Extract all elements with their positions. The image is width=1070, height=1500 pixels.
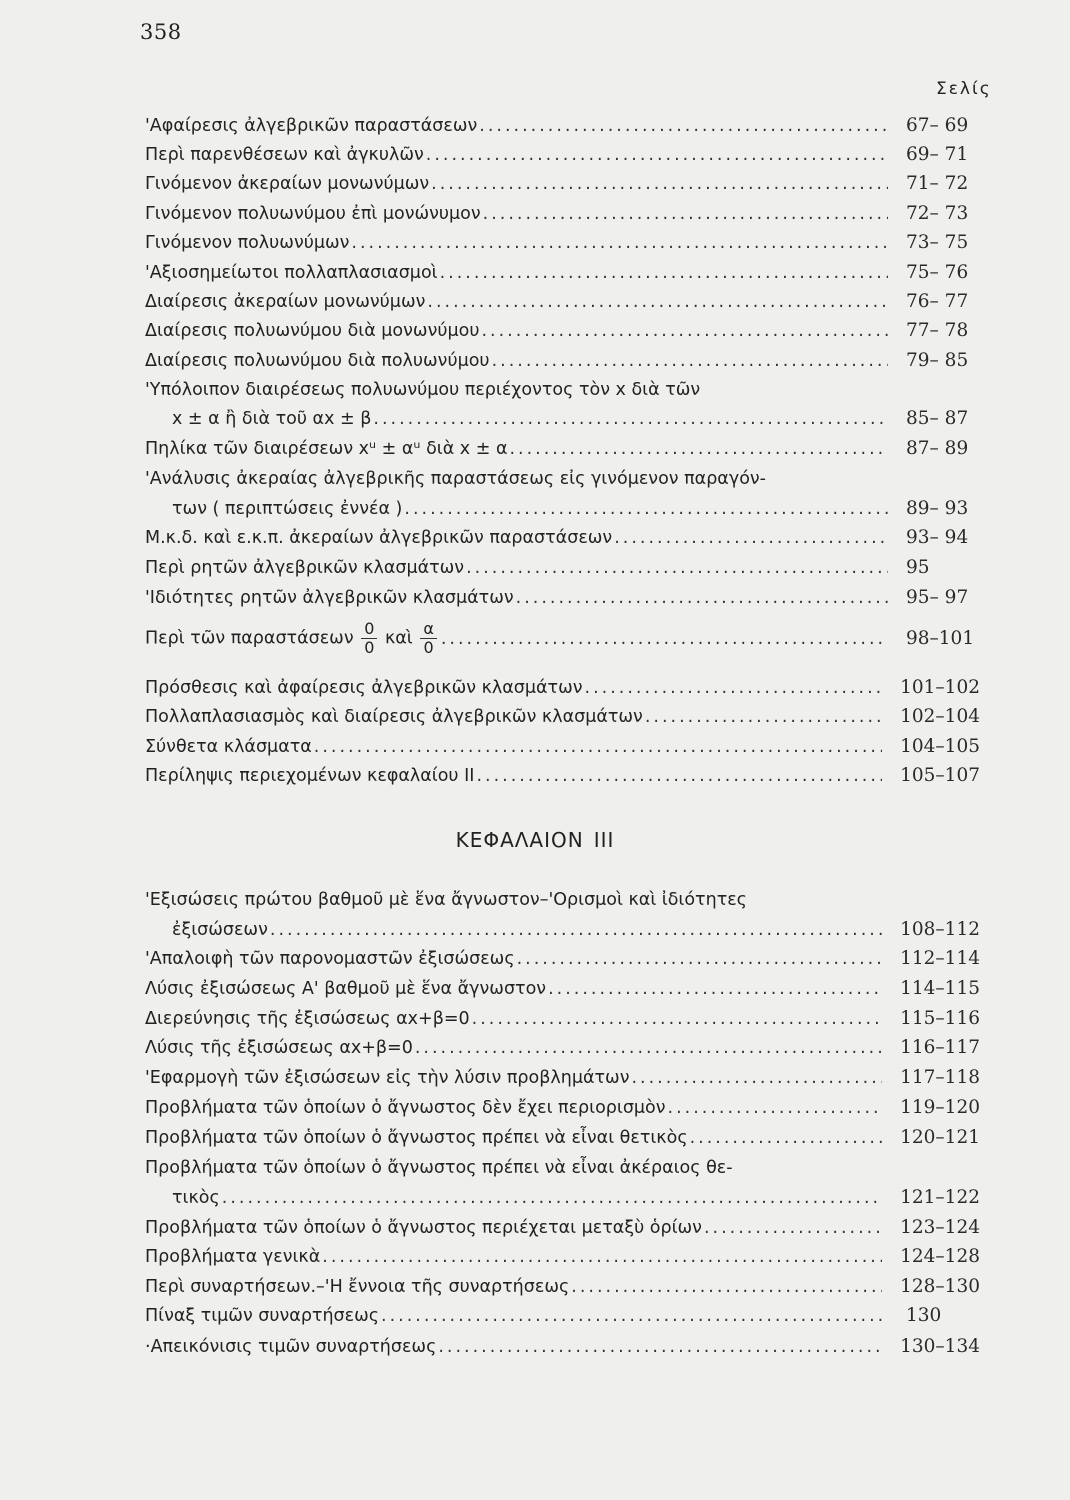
entry-title: Προβλήματα γενικὰ <box>145 1247 321 1267</box>
fraction-numerator: 0 <box>361 620 377 639</box>
entry-pages: 71– 72 <box>906 173 969 194</box>
leader-dots <box>440 262 888 284</box>
entry-pages: 69– 71 <box>906 144 969 165</box>
entry-title: Πηλίκα τῶν διαιρέσεων xᵘ ± αᵘ διὰ x ± α <box>145 439 508 459</box>
fraction-alpha-over-zero <box>420 620 437 657</box>
entry-title-line1: 'Υπόλοιπον διαιρέσεως πολυωνύμου περιέχοντος τὸν x διὰ τῶν <box>145 380 701 400</box>
entry-pages: 101–102 <box>900 677 980 698</box>
chapter-label: ΚΕΦΑΛΑΙΟΝ <box>455 828 584 852</box>
entry-title: Πίναξ τιμῶν συναρτήσεως <box>145 1306 380 1326</box>
leader-dots <box>668 1097 883 1119</box>
chapter-number: III <box>593 828 615 852</box>
toc-entry <box>145 1305 980 1327</box>
toc-entry-continued <box>145 919 980 941</box>
toc-entry <box>145 115 980 137</box>
leader-dots <box>438 1336 882 1358</box>
leader-dots <box>690 1127 883 1149</box>
entry-pages: 130–134 <box>900 1336 980 1357</box>
toc-entry <box>145 1246 980 1268</box>
leader-dots <box>548 978 882 1000</box>
entry-pages: 116–117 <box>900 1037 980 1058</box>
leader-dots <box>472 1008 882 1030</box>
entry-pages: 102–104 <box>900 706 980 727</box>
entry-pages: 87– 89 <box>906 438 969 459</box>
leader-dots <box>351 232 888 254</box>
toc-entry <box>145 978 980 1000</box>
leader-dots <box>381 1305 888 1327</box>
toc-entry <box>145 527 980 549</box>
entry-title-line1: Προβλήματα τῶν ὁποίων ὁ ἄγνωστος πρέπει νὰ εἶναι ἀκέραιος θε- <box>145 1158 733 1178</box>
entry-pages: 79– 85 <box>906 350 969 371</box>
page-number: 358 <box>140 20 182 44</box>
entry-title: 'Αφαίρεσις ἀλγεβρικῶν παραστάσεων <box>145 116 478 136</box>
entry-pages: 104–105 <box>900 736 980 757</box>
entry-title: Περὶ ρητῶν ἀλγεβρικῶν κλασμάτων <box>145 558 465 578</box>
entry-title: 'Απαλοιφὴ τῶν παρονομαστῶν ἐξισώσεως <box>145 949 515 969</box>
toc-entry <box>145 291 980 313</box>
entry-title: Προβλήματα τῶν ὁποίων ὁ ἄγνωστος περιέχεται μεταξὺ ὁρίων <box>145 1218 702 1238</box>
leader-dots <box>492 350 888 372</box>
toc-entry-continued <box>145 408 980 430</box>
leader-dots <box>322 1246 882 1268</box>
entry-title: Λύσις ἐξισώσεως Α' βαθμοῦ μὲ ἕνα ἄγνωστον <box>145 979 547 999</box>
entry-title: Περίληψις περιεχομένων κεφαλαίου II <box>145 766 475 786</box>
leader-dots <box>509 438 888 460</box>
leader-dots <box>415 1037 882 1059</box>
entry-pages: 72– 73 <box>906 203 969 224</box>
entry-title: Διαίρεσις πολυωνύμου διὰ μονωνύμου <box>145 321 480 341</box>
leader-dots <box>585 677 883 699</box>
entry-title: Προβλήματα τῶν ὁποίων ὁ ἄγνωστος δὲν ἔχει περιορισμὸν <box>145 1098 666 1118</box>
pages-column-header: Σελίς <box>936 79 992 99</box>
entry-pages: 85– 87 <box>906 408 969 429</box>
leader-dots <box>479 115 888 137</box>
entry-title: Προβλήματα τῶν ὁποίων ὁ ἄγνωστος πρέπει νὰ εἶναι θετικὸς <box>145 1128 688 1148</box>
fraction-denominator: 0 <box>423 638 434 657</box>
entry-title: Γινόμενον ἀκεραίων μονωνύμων <box>145 174 430 194</box>
toc-entry <box>145 379 980 401</box>
entry-pages: 73– 75 <box>906 232 969 253</box>
entry-pages: 121–122 <box>900 1187 980 1208</box>
toc-entry <box>145 1037 980 1059</box>
leader-dots <box>427 291 888 313</box>
entry-title: Πολλαπλασιασμὸς καὶ διαίρεσις ἀλγεβρικῶν κλασμάτων <box>145 707 643 727</box>
toc-entry <box>145 1217 980 1239</box>
entry-title <box>145 620 439 657</box>
toc-entry <box>145 262 980 284</box>
leader-dots <box>441 628 888 650</box>
entry-title: Γινόμενον πολυωνύμων <box>145 233 350 253</box>
toc-entry <box>145 677 980 699</box>
leader-dots <box>571 1276 882 1298</box>
toc-entry <box>145 889 980 911</box>
entry-pages: 89– 93 <box>906 498 969 519</box>
toc-entry <box>145 620 980 657</box>
entry-pages: 117–118 <box>900 1067 980 1088</box>
entry-title-line2: ἐξισώσεων <box>172 920 268 940</box>
entry-pages: 93– 94 <box>906 527 969 548</box>
entry-title: 'Αξιοσημείωτοι πολλαπλασιασμοὶ <box>145 263 438 283</box>
entry-title: Λύσις τῆς ἐξισώσεως αx+β=0 <box>145 1038 413 1058</box>
toc-entry <box>145 1127 980 1149</box>
leader-dots <box>426 144 888 166</box>
entry-pages: 108–112 <box>900 919 980 940</box>
toc-entry <box>145 587 980 609</box>
toc-entry <box>145 736 980 758</box>
toc-entry <box>145 1067 980 1089</box>
entry-title: Μ.κ.δ. καὶ ε.κ.π. ἀκεραίων ἀλγεβρικῶν παραστάσεων <box>145 528 613 548</box>
toc-entry <box>145 173 980 195</box>
toc-entry <box>145 203 980 225</box>
toc-entry <box>145 350 980 372</box>
entry-title-line2: τικὸς <box>172 1188 220 1208</box>
entry-pages: 120–121 <box>900 1127 980 1148</box>
entry-pages: 119–120 <box>900 1097 980 1118</box>
toc-entry <box>145 557 980 579</box>
entry-pages: 95 <box>906 557 930 578</box>
fraction-entry-prefix: Περὶ τῶν παραστάσεων <box>145 628 354 649</box>
entry-pages: 114–115 <box>900 978 980 999</box>
entry-pages: 123–124 <box>900 1217 980 1238</box>
chapter-heading <box>0 828 1070 852</box>
entry-pages: 76– 77 <box>906 291 969 312</box>
leader-dots <box>476 765 882 787</box>
entry-pages: 115–116 <box>900 1008 980 1029</box>
leader-dots <box>704 1217 882 1239</box>
entry-title: Διερεύνησις τῆς ἐξισώσεως αx+β=0 <box>145 1009 470 1029</box>
leader-dots <box>645 706 882 728</box>
entry-pages: 124–128 <box>900 1246 980 1267</box>
entry-pages: 98–101 <box>906 627 975 649</box>
toc-entry <box>145 438 980 460</box>
entry-pages: 95– 97 <box>906 587 969 608</box>
entry-title: 'Ιδιότητες ρητῶν ἀλγεβρικῶν κλασμάτων <box>145 588 514 608</box>
leader-dots <box>517 948 883 970</box>
toc-entry <box>145 144 980 166</box>
fraction-denominator: 0 <box>364 638 375 657</box>
entry-pages: 112–114 <box>900 948 980 969</box>
leader-dots <box>516 587 888 609</box>
leader-dots <box>466 557 888 579</box>
toc-entry <box>145 1276 980 1298</box>
entry-title-line2: x ± α ἢ διὰ τοῦ αx ± β <box>172 409 372 429</box>
toc-entry <box>145 320 980 342</box>
entry-title: Σύνθετα κλάσματα <box>145 737 312 757</box>
leader-dots <box>631 1067 882 1089</box>
entry-pages: 77– 78 <box>906 320 969 341</box>
toc-entry-continued <box>145 498 980 520</box>
toc-entry <box>145 1008 980 1030</box>
leader-dots <box>614 527 888 549</box>
toc-entry <box>145 232 980 254</box>
leader-dots <box>431 173 888 195</box>
leader-dots <box>270 919 882 941</box>
entry-title-line2: των ( περιπτώσεις ἐννέα ) <box>172 499 403 519</box>
toc-entry <box>145 468 980 490</box>
toc-entry <box>145 765 980 787</box>
leader-dots <box>404 498 888 520</box>
entry-pages: 67– 69 <box>906 115 969 136</box>
entry-pages: 130 <box>906 1305 942 1326</box>
entry-title: Πρόσθεσις καὶ ἀφαίρεσις ἀλγεβρικῶν κλασμάτων <box>145 678 583 698</box>
entry-title-line1: 'Ανάλυσις ἀκεραίας ἀλγεβρικῆς παραστάσεως εἰς γινόμενον παραγόν- <box>145 469 766 489</box>
toc-entry-continued <box>145 1187 980 1209</box>
fraction-entry-conjunction: καὶ <box>384 628 413 649</box>
entry-title: Περὶ παρενθέσεων καὶ ἀγκυλῶν <box>145 145 424 165</box>
leader-dots <box>373 408 888 430</box>
leader-dots <box>314 736 882 758</box>
entry-pages: 105–107 <box>900 765 980 786</box>
toc-entry <box>145 1097 980 1119</box>
entry-title: Γινόμενον πολυωνύμου ἐπὶ μονώνυμον <box>145 204 481 224</box>
entry-title: ·Απεικόνισις τιμῶν συναρτήσεως <box>145 1337 437 1357</box>
toc-entry <box>145 948 980 970</box>
entry-title: Διαίρεσις πολυωνύμου διὰ πολυωνύμου <box>145 351 490 371</box>
leader-dots <box>481 320 888 342</box>
toc-entry <box>145 706 980 728</box>
toc-entry <box>145 1157 980 1179</box>
fraction-zero-over-zero <box>361 620 377 657</box>
entry-pages: 75– 76 <box>906 262 969 283</box>
entry-pages: 128–130 <box>900 1276 980 1297</box>
leader-dots <box>483 203 888 225</box>
entry-title: Διαίρεσις ἀκεραίων μονωνύμων <box>145 292 426 312</box>
leader-dots <box>222 1187 882 1209</box>
entry-title-line1: 'Εξισώσεις πρώτου βαθμοῦ μὲ ἕνα ἄγνωστον–'Ορισμοὶ καὶ ἰδιότητες <box>145 890 747 910</box>
toc-entry <box>145 1336 980 1358</box>
fraction-numerator: α <box>420 620 437 639</box>
entry-title: Περὶ συναρτήσεων.–'Η ἔννοια τῆς συναρτήσεως <box>145 1277 570 1297</box>
entry-title: 'Εφαρμογὴ τῶν ἐξισώσεων εἰς τὴν λύσιν προβλημάτων <box>145 1068 630 1088</box>
